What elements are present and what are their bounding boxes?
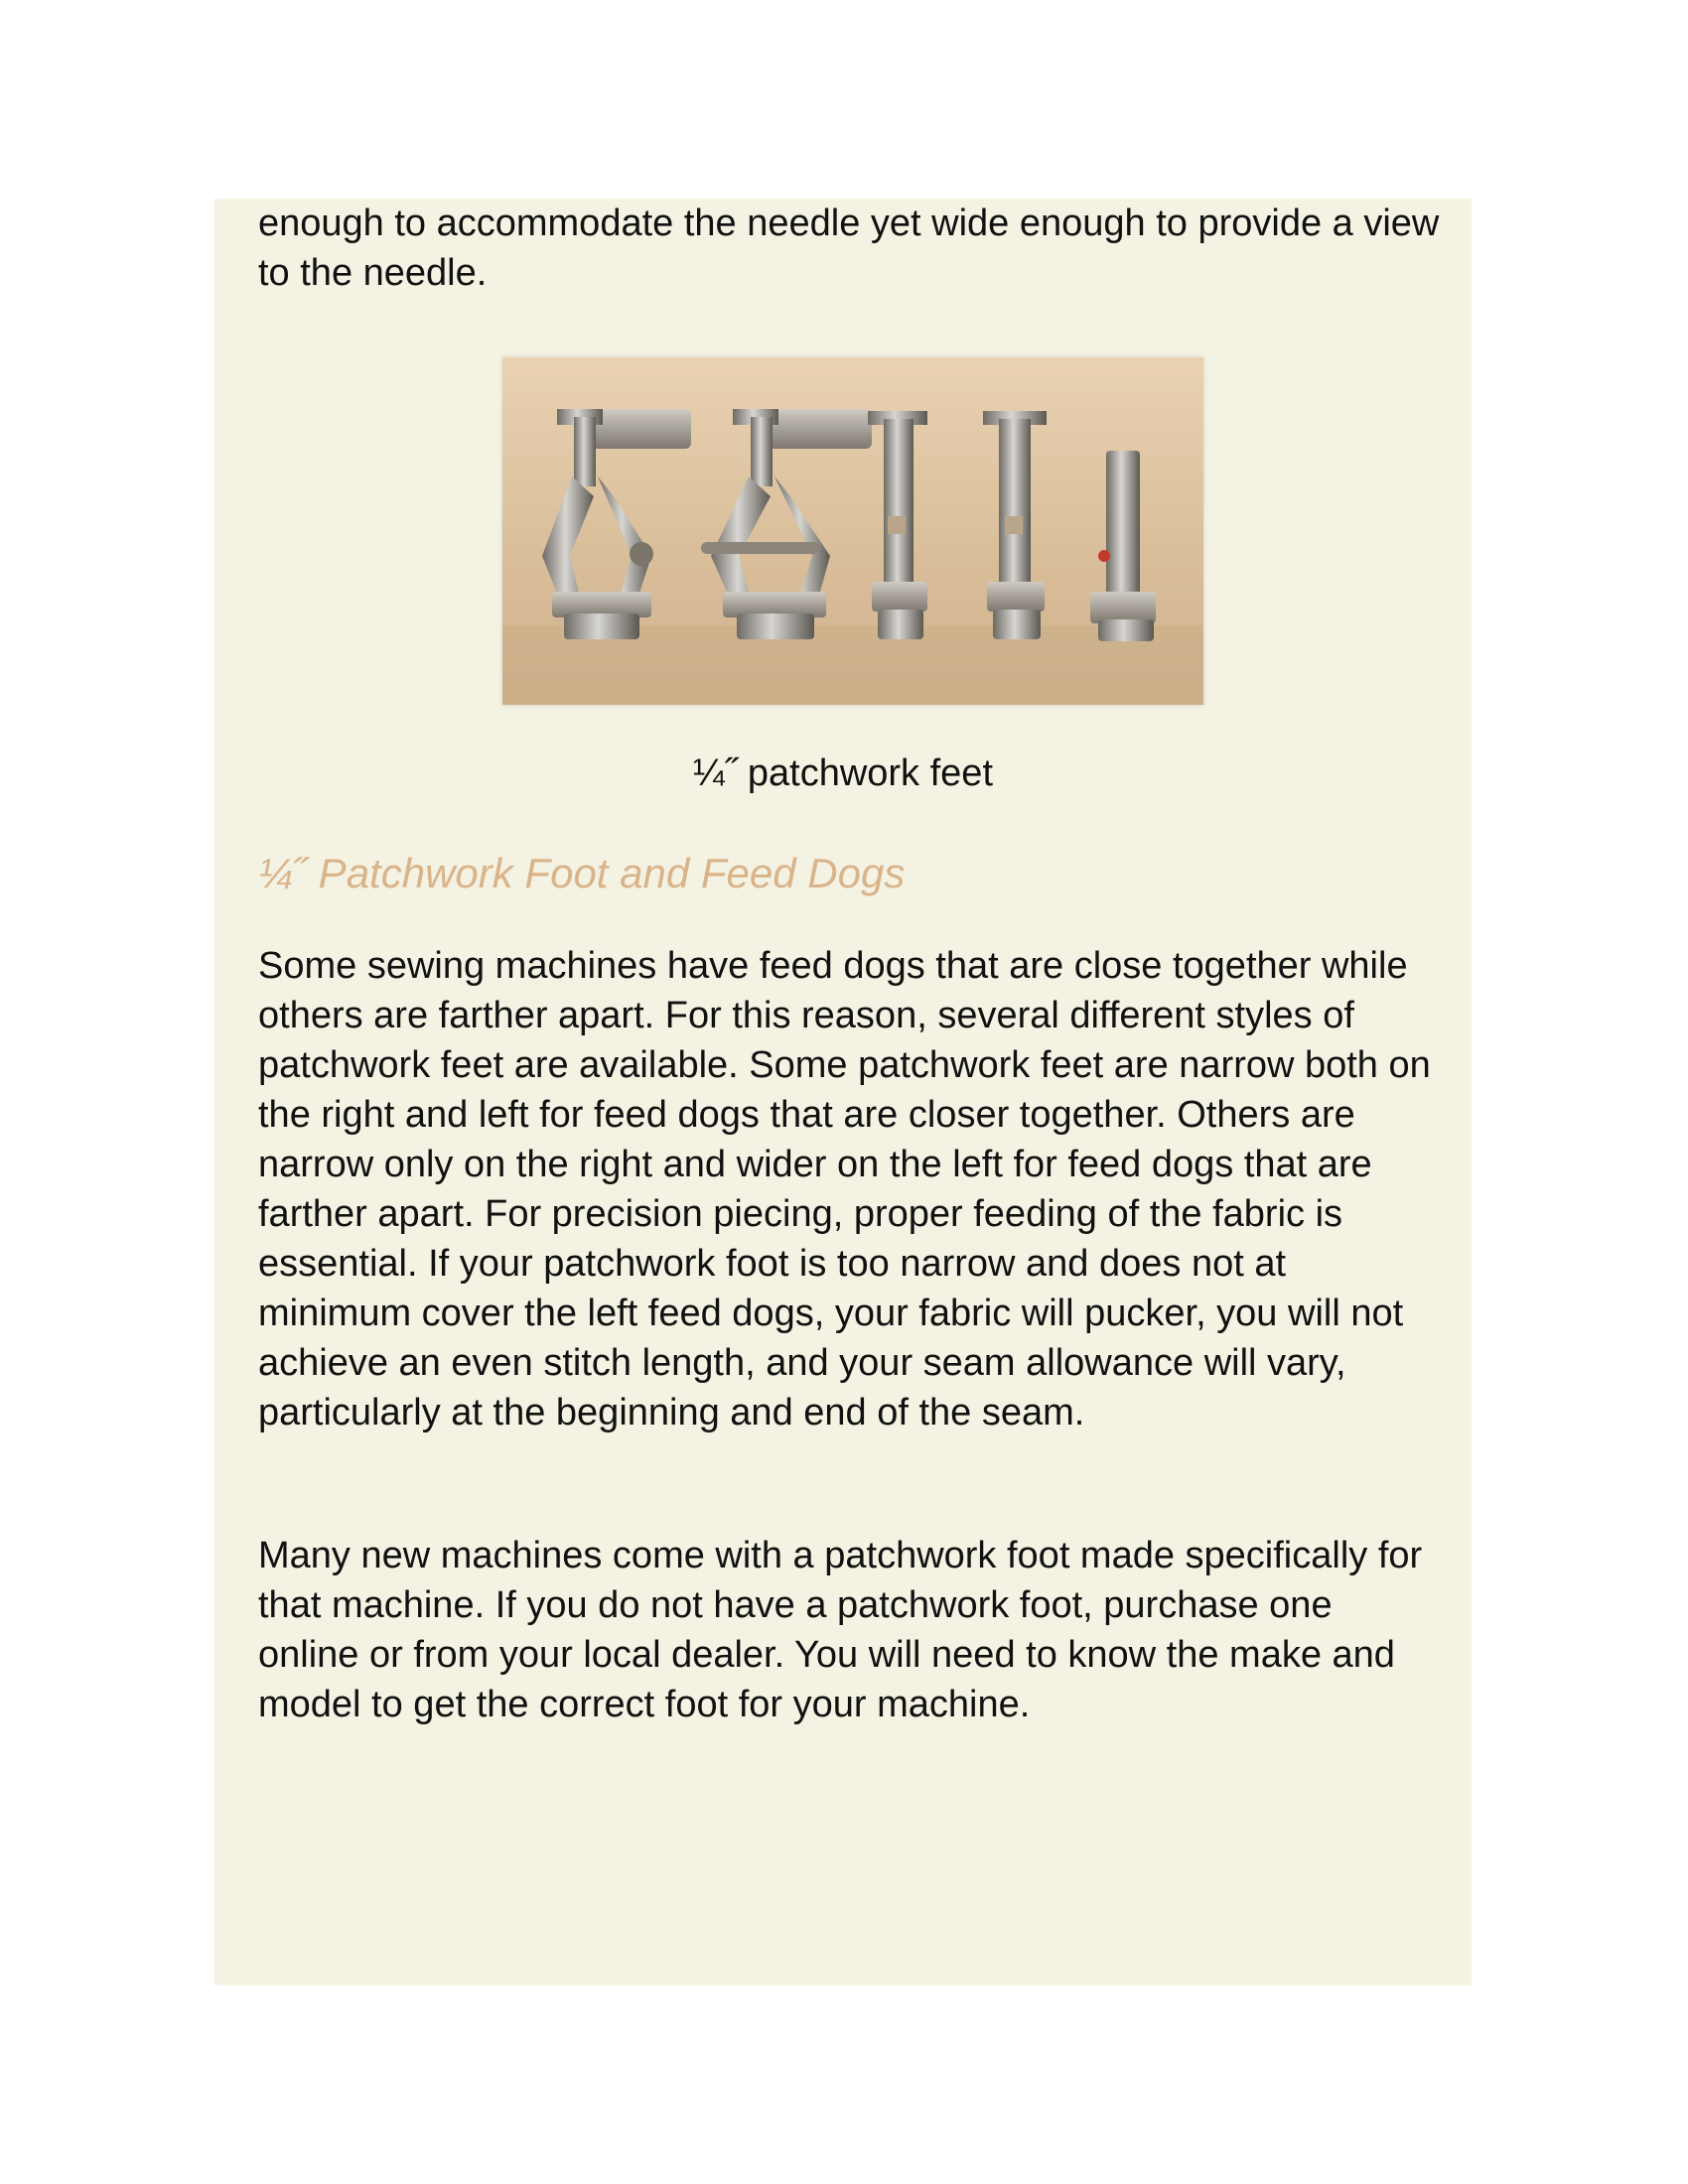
figure-caption: ¼˝ patchwork feet [692, 752, 994, 794]
content-panel [214, 199, 1472, 1985]
section-heading: ¼˝ Patchwork Foot and Feed Dogs [258, 850, 906, 896]
patchwork-feet-illustration [502, 357, 1203, 705]
presser-foot-5 [1090, 451, 1156, 641]
presser-foot-4 [983, 411, 1047, 639]
continuation-paragraph: enough to accommodate the needle yet wide enough to provide a view to the needle. [258, 203, 1440, 294]
patchwork-feet-photo [502, 357, 1203, 705]
presser-foot-3 [868, 411, 927, 639]
body-paragraph-1: Some sewing machines have feed dogs that are close together while others are farther apart. For this reason, several different styles of patchwork feet are available. Some patchwork feet are narrow both on the right and left for feed dogs that are closer together. Others are narrow only on the right and wider on the left for feed dogs that are farther apart. For precision piecing, proper feeding of the fabric is essential. If your patchwork foot is too narrow and does not at minimum cover the left feed dogs, your fabric will pucker, you will not achieve an even stitch length, and your seam allowance will vary, particularly at the beginning and end of the seam. [258, 945, 1431, 1433]
presser-foot-1 [542, 409, 691, 639]
body-paragraph-2: Many new machines come with a patchwork foot made specifically for that machine. If you do not have a patchwork foot, purchase one online or from your local dealer. You will need to know the make and model to get the correct foot for your machine. [258, 1535, 1423, 1725]
presser-foot-2 [701, 409, 872, 639]
